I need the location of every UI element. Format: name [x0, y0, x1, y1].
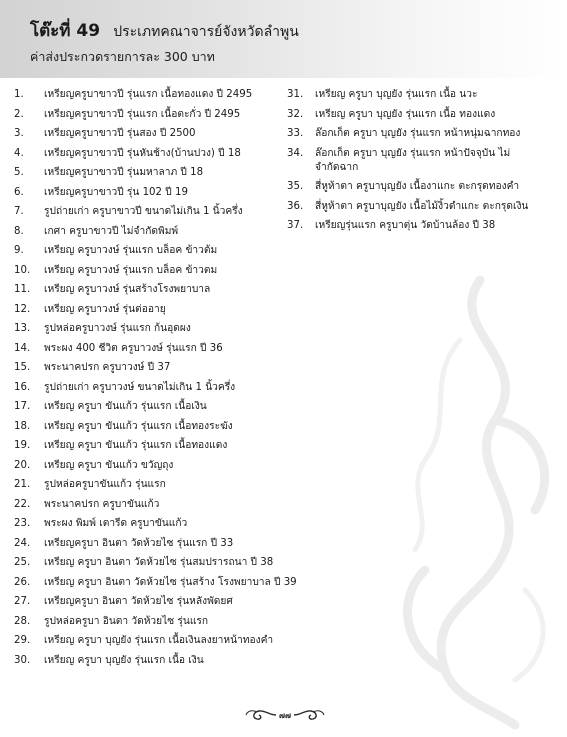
item-text: เหรียญครูบาขาวปี รุ่นแรก เนื้อตะกั่ว ปี 2495 [44, 108, 241, 120]
item-number: 20. [14, 459, 31, 471]
item-number: 13. [14, 323, 31, 334]
item-number: 18. [14, 420, 31, 432]
item-text: เหรียญ ครูบาวงษ์ รุ่นสร้างโรงพยาบาล [44, 284, 211, 295]
item-text: พระผง พิมพ์ เตารีด ครูบาขันแก้ว [44, 518, 188, 529]
list-item [287, 180, 567, 194]
item-number: 33. [287, 128, 304, 139]
page-number: ๗๗ [278, 710, 292, 720]
list-item [14, 88, 294, 102]
list-item [14, 108, 294, 122]
item-text: เหรียญ ครูบาวงษ์ รุ่นแรก บล็อค ข้าวต้ม [44, 245, 218, 256]
item-text: รูปหล่อครูบา อินตา วัดห้วยไซ รุ่นแรก [44, 615, 209, 627]
item-number: 19. [14, 440, 31, 451]
page-footer [240, 706, 330, 724]
item-number: 12. [14, 303, 31, 315]
entry-fee: ค่าส่งประกวดรายการละ 300 บาท [30, 49, 215, 64]
list-item [14, 654, 294, 668]
list-item [14, 127, 294, 141]
item-number: 31. [287, 89, 304, 100]
item-text: รูปถ่ายเก่า ครูบาขาวปี ขนาดไม่เกิน 1 นิ้วครึ่ง [44, 206, 243, 217]
list-item [14, 595, 294, 609]
list-item [14, 342, 294, 356]
item-number: 2. [14, 108, 24, 120]
item-text: รูปหล่อครูบาขันแก้ว รุ่นแรก [44, 479, 166, 490]
item-number: 32. [287, 108, 304, 120]
item-number: 23. [14, 518, 31, 529]
list-item [14, 283, 294, 297]
table-number: โต๊ะที่ 49 [30, 21, 101, 41]
item-text: เหรียญครูบา อินตา วัดห้วยไซ รุ่นหลังพัดยศ [44, 596, 233, 607]
item-number: 29. [14, 635, 31, 646]
item-text: เหรียญ ครูบา ขันแก้ว รุ่นแรก เนื้อทองแดง [44, 440, 228, 451]
item-number: 22. [14, 498, 31, 510]
item-number: 34. [287, 147, 304, 159]
list-item [14, 478, 294, 492]
item-number: 7. [14, 206, 24, 217]
item-text: สี่หูห้าตา ครูบาบุญยัง เนื้องาแกะ ตะกรุดทองคำ [315, 181, 520, 192]
list-item [14, 205, 294, 219]
list-item [287, 127, 567, 141]
award-list-right [287, 88, 567, 239]
item-text: เหรียญ ครูบา บุญยัง รุ่นแรก เนื้อ นวะ [315, 89, 478, 100]
item-number: 21. [14, 479, 31, 490]
item-number: 15. [14, 362, 31, 373]
list-item [287, 88, 567, 102]
list-item [14, 459, 294, 473]
thai-ornament-watermark [385, 270, 565, 730]
list-item [14, 634, 294, 648]
list-item [14, 576, 297, 590]
list-item [287, 219, 567, 233]
item-number: 27. [14, 596, 31, 607]
right-flourish-icon [293, 708, 325, 722]
list-item [14, 498, 294, 512]
list-item [14, 225, 294, 239]
list-item [14, 615, 294, 629]
item-number: 36. [287, 200, 304, 212]
item-number: 37. [287, 220, 304, 231]
item-text: เหรียญ ครูบา บุญยัง รุ่นแรก เนื้อ เงิน [44, 654, 204, 666]
list-item [287, 108, 567, 122]
item-text: ล๊อกเก็ต ครูบา บุญยัง รุ่นแรก หน้าหนุ่มฉากทอง [315, 128, 521, 139]
list-item [14, 537, 294, 551]
list-item [14, 381, 294, 395]
item-text: สี่หูห้าตา ครูบาบุญยัง เนื้อไม้งิ้วดำแกะ ตะกรุดเงิน [315, 200, 529, 212]
item-number: 11. [14, 284, 31, 295]
item-number: 3. [14, 128, 24, 139]
list-item [14, 147, 294, 161]
item-text: เหรียญ ครูบาวงษ์ รุ่นต่ออายุ [44, 303, 166, 315]
item-text: พระผง 400 ชีวิต ครูบาวงษ์ รุ่นแรก ปี 36 [44, 342, 223, 354]
item-number: 1. [14, 89, 24, 100]
item-text: เหรียญ ครูบา ขันแก้ว ขวัญถุง [44, 459, 174, 471]
list-item [14, 322, 294, 336]
category-title: ประเภทคณาจารย์จังหวัดลำพูน [113, 24, 299, 40]
item-number: 35. [287, 181, 304, 192]
item-number: 9. [14, 245, 24, 256]
title-row [30, 17, 299, 44]
list-item [287, 200, 567, 214]
list-item [14, 556, 294, 570]
item-number: 4. [14, 147, 24, 159]
item-text: เหรียญครูบาขาวปี รุ่นหันช้าง(บ้านปวง) ปี 18 [44, 147, 241, 159]
list-item [14, 264, 294, 278]
header-banner [0, 0, 567, 78]
list-item [287, 147, 567, 175]
list-item [14, 439, 294, 453]
item-number: 5. [14, 167, 24, 178]
item-text: เหรียญ ครูบา บุญยัง รุ่นแรก เนื้อเงินลงยาหน้าทองคำ [44, 635, 274, 646]
item-text: รูปหล่อครูบาวงษ์ รุ่นแรก ก้นอุดผง [44, 323, 191, 334]
item-text: เหรียญครูบาขาวปี รุ่นสอง ปี 2500 [44, 128, 196, 139]
item-number: 17. [14, 401, 31, 412]
item-text: เหรียญครูบาขาวปี รุ่น 102 ปี 19 [44, 186, 188, 198]
list-item [14, 517, 294, 531]
item-number: 8. [14, 225, 24, 237]
list-item [14, 186, 294, 200]
item-number: 14. [14, 342, 31, 354]
item-text: รูปถ่ายเก่า ครูบาวงษ์ ขนาดไม่เกิน 1 นิ้วครึ่ง [44, 381, 236, 393]
list-item [14, 420, 294, 434]
item-text: เหรียญ ครูบา อินตา วัดห้วยไซ รุ่นสมปรารถนา ปี 38 [44, 557, 274, 568]
list-item [14, 400, 294, 414]
item-text: เหรียญ ครูบา ขันแก้ว รุ่นแรก เนื้อทองระฆัง [44, 420, 233, 432]
item-text: เหรียญครูบาขาวปี รุ่นแรก เนื้อทองแดง ปี 2495 [44, 89, 253, 100]
item-number: 24. [14, 537, 31, 549]
item-text: เหรียญ ครูบา อินตา วัดห้วยไซ รุ่นสร้าง โรงพยาบาล ปี 39 [44, 576, 297, 588]
list-item [14, 303, 294, 317]
item-number: 26. [14, 576, 31, 588]
left-flourish-icon [245, 708, 277, 722]
item-number: 28. [14, 615, 31, 627]
item-text: เกศา ครูบาขาวปี ไม่จำกัดพิมพ์ [44, 225, 179, 237]
item-number: 25. [14, 557, 31, 568]
item-text: เหรียญครูบาขาวปี รุ่นมหาลาภ ปี 18 [44, 167, 204, 178]
item-text: เหรียญครูบา อินตา วัดห้วยไซ รุ่นแรก ปี 33 [44, 537, 234, 549]
item-text: พระนาคปรก ครูบาวงษ์ ปี 37 [44, 362, 171, 373]
item-number: 6. [14, 186, 24, 198]
item-text: ล๊อกเก็ต ครูบา บุญยัง รุ่นแรก หน้าปัจจุบัน ไม่จำกัดฉาก [315, 147, 511, 173]
item-text: เหรียญ ครูบาวงษ์ รุ่นแรก บล็อค ข้าวตม [44, 264, 218, 276]
item-text: เหรียญ ครูบา บุญยัง รุ่นแรก เนื้อ ทองแดง [315, 108, 496, 120]
list-item [14, 166, 294, 180]
item-number: 16. [14, 381, 31, 393]
item-text: เหรียญรุ่นแรก ครูบาตุ่น วัดบ้านล้อง ปี 38 [315, 220, 496, 231]
item-number: 10. [14, 264, 31, 276]
item-number: 30. [14, 654, 31, 666]
item-text: พระนาคปรก ครูบาขันแก้ว [44, 498, 160, 510]
list-item [14, 244, 294, 258]
item-text: เหรียญ ครูบา ขันแก้ว รุ่นแรก เนื้อเงิน [44, 401, 207, 412]
list-item [14, 361, 294, 375]
